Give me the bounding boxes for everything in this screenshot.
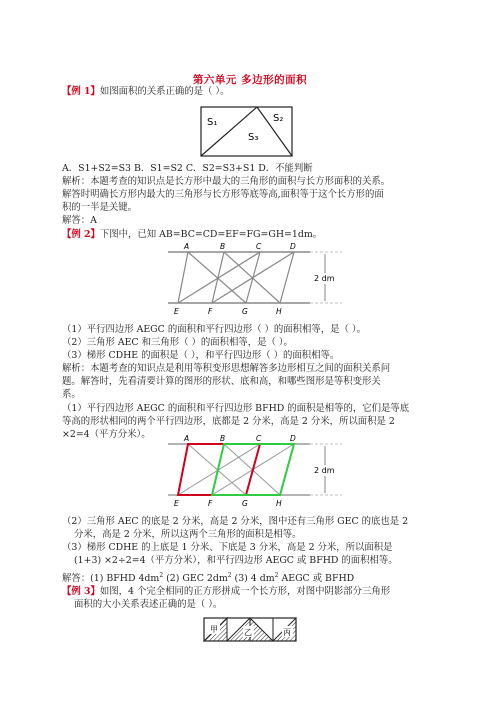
gray-diagonals bbox=[178, 444, 294, 495]
label-A: A bbox=[184, 242, 190, 251]
gray-segments bbox=[178, 252, 294, 303]
example-2-q2: （2）三角形 AEC 和三角形（ ）的面积相等，是（ ）。 bbox=[62, 337, 293, 348]
example-2-question-text: 下图中，已知 AB=BC=CD=EF=FG=GH=1dm。 bbox=[99, 229, 323, 240]
four-squares-figure bbox=[203, 617, 299, 643]
example-1-options: A．S1+S2=S3 B．S1=S2 C．S2=S3+S1 D．不能判断 bbox=[62, 163, 313, 174]
example-1-question bbox=[62, 85, 229, 98]
label-F: F bbox=[208, 499, 213, 508]
label-H: H bbox=[276, 499, 282, 508]
example-2-explain-1a: （1）平行四边形 AEGC 的面积和平行四边形 BFHD 的面积是相等的，它们是等底 bbox=[62, 403, 410, 414]
label-G: G bbox=[242, 307, 248, 316]
example-3-question-1 bbox=[62, 585, 390, 598]
page-title: 第六单元 多边形的面积 bbox=[192, 74, 308, 86]
label-E: E bbox=[174, 499, 179, 508]
height-label: 2 dm bbox=[314, 466, 335, 475]
example-2-explain-2a: （2）三角形 AEC 的底是 2 分米，高是 2 分米，图中还有三角形 GEC 的底也是 2 bbox=[62, 516, 409, 527]
rectangle-triangles-figure bbox=[200, 106, 294, 158]
label-C: C bbox=[256, 434, 262, 443]
example-2-q3: （3）梯形 CDHE 的面积是（ ），和平行四边形（ ）的面积相等。 bbox=[62, 350, 340, 361]
example-3-tag: 【例 3】 bbox=[62, 586, 100, 597]
example-1-analysis-3: 积的一半是关键。 bbox=[62, 202, 138, 213]
example-2-q1: （1）平行四边形 AEGC 的面积和平行四边形（ ）的面积相等，是（ ）。 bbox=[62, 324, 366, 335]
label-yi: 乙 bbox=[244, 628, 252, 637]
label-s2: S₂ bbox=[273, 113, 284, 124]
parallelogram-figure-colored bbox=[160, 432, 350, 510]
example-3-question-2: 面积的大小关系表述正确的是（ ）。 bbox=[74, 599, 223, 610]
label-jia: 甲 bbox=[210, 625, 218, 634]
height-label: 2 dm bbox=[314, 274, 335, 283]
label-E: E bbox=[174, 307, 179, 316]
example-1-tag: 【例 1】 bbox=[62, 86, 100, 97]
example-1-analysis-2: 解答时明确长方形内最大的三角形与长方形等底等高,面积等于这个长方形的面 bbox=[62, 189, 384, 200]
label-H: H bbox=[276, 307, 282, 316]
example-2-explain-1c: ×2=4（平方分米）。 bbox=[62, 429, 151, 440]
example-3-question-text: 如图，4 个完全相同的正方形拼成一个长方形，对图中阴影部分三角形 bbox=[99, 586, 391, 597]
example-1-analysis-1: 解析：本题考查的知识点是长方形中最大的三角形的面积与长方形面积的关系。 bbox=[62, 176, 391, 187]
example-2-explain-3a: （3）梯形 CDHE 的上底是 1 分米、下底是 3 分米，高是 2 分米，所以面积是 bbox=[62, 542, 393, 553]
label-D: D bbox=[290, 242, 296, 251]
example-2-tag: 【例 2】 bbox=[62, 229, 100, 240]
example-2-explain-3b: (1+3) ×2÷2=4（平方分米），和平行四边形 AEGC 或 BFHD 的面积相等。 bbox=[74, 555, 398, 566]
example-2-analysis-3: 系。 bbox=[62, 389, 81, 400]
label-s3: S₃ bbox=[248, 132, 259, 143]
label-D: D bbox=[290, 434, 296, 443]
parallelogram-figure-gray bbox=[160, 240, 350, 318]
example-2-analysis-2: 题。解答时，先看清要计算的图形的形状、底和高，和哪些图形是等积变形关 bbox=[62, 376, 381, 387]
label-s1: S₁ bbox=[207, 117, 218, 128]
example-1-answer: 解答：A bbox=[62, 215, 97, 226]
example-2-explain-1b: 等高的形状相同的两个平行四边形，底都是 2 分米，高是 2 分米，所以面积是 2 bbox=[62, 416, 395, 427]
label-C: C bbox=[256, 242, 262, 251]
label-B: B bbox=[220, 242, 226, 251]
example-2-explain-2b: 分米，高是 2 分米，所以这两个三角形的面积是相等。 bbox=[74, 529, 302, 540]
example-1-question-text: 如图面积的关系正确的是（ ）。 bbox=[99, 86, 230, 97]
example-2-answer: 解答：(1) BFHD $4dm^2$ (2) GEC $2dm^2$ (3) 4 $dm^2$ AEGC 或 BFHD bbox=[62, 572, 355, 585]
label-F: F bbox=[208, 307, 213, 316]
label-B: B bbox=[220, 434, 226, 443]
label-A: A bbox=[184, 434, 190, 443]
label-G: G bbox=[242, 499, 248, 508]
label-bing: 丙 bbox=[283, 628, 291, 637]
example-2-analysis-1: 解析：本题考查的知识点是利用等积变形思想解答多边形相互之间的面积关系问 bbox=[62, 363, 391, 374]
